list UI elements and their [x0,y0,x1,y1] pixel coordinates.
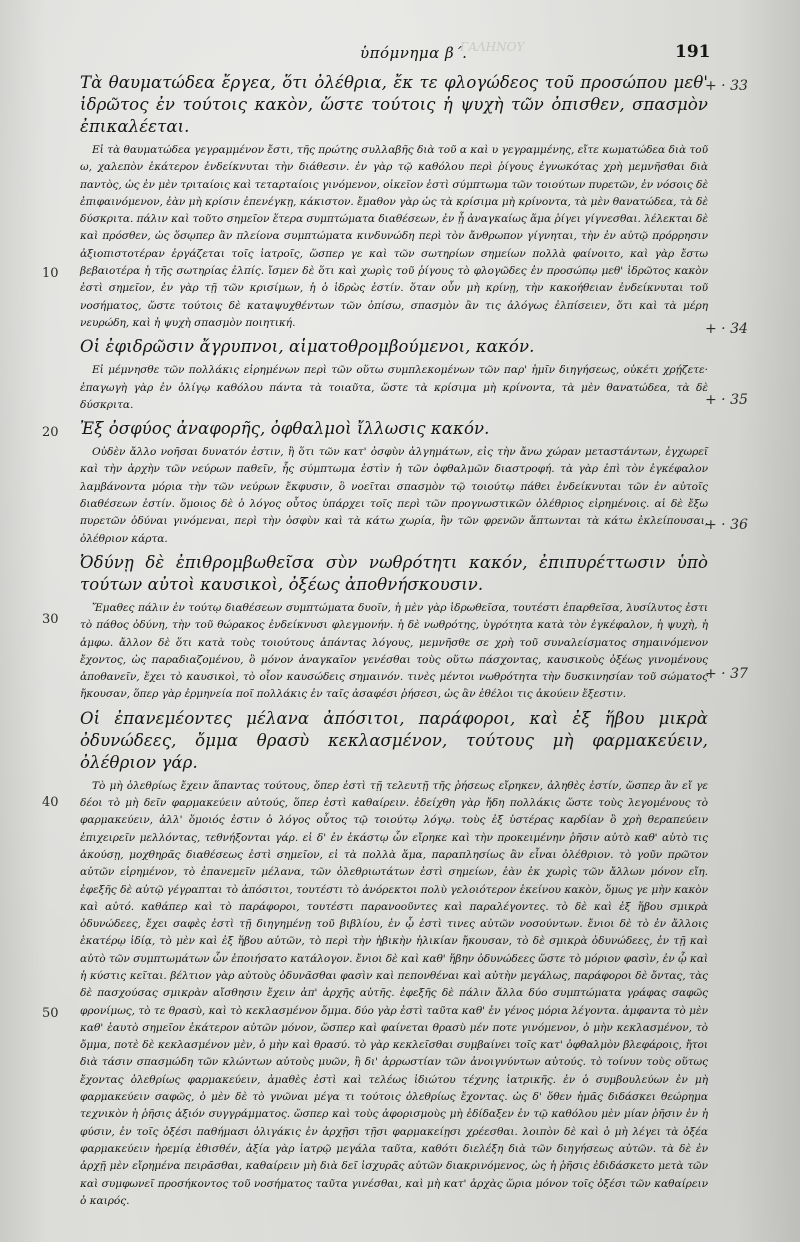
commentary-text: Ἔμαθες πάλιν ἐν τούτῳ διαθέσεων συμπτώματα δυοῖν, ἡ μὲν γὰρ ἱδρωθεῖσα, τουτέστι ἐπαρθεῖσα, λυσίλυτος ἐστι τὸ πάθος ὀδύνη, τὴν τοῦ θώρακος ἐνδείκνυσι φλεγμονήν. ἡ δὲ νωθρότης, ὑγρότητα κατὰ τὸν ἐγκέφαλον, ἡ ψυχὴ, ἡ ἀμφω. ἄλλον δὲ ὅτι κατὰ τοὺς τοιούτους ἀπάντας λόγους, μεμνῆσθε σε χρὴ τοῦ συναλείσματος σημαινόμενον ἔχοντος, ὡς παραδιαζομένου, ὃ μόνον ἀναγκαῖον γενέσθαι τοὺς οὕτω πάσχοντας, καυσικοὺς ὀξέως γινομένους ἀποθανεῖν, ἔχει τὸ καυσικοὶ, τὸ οἷον καυσώδεις σημαινόν. τινὲς μέντοι νωθρότητα τὴν δυσκινησίαν τοῦ σώματος ἤκουσαν, ὅπερ γὰρ ἐρμηνεία ποῖ πολλάκις ἐν ταῖς ἀσαφέσι ῥήσεσι, ὡς ἂν ἐθέλοι τις ἀκούειν ἔξεστιν. [80,601,708,701]
line-number-20: 20 [42,425,59,440]
lemma-text: Τὰ θαυματώδεα ἔργεα, ὅτι ὀλέθρια, ἔκ τε φλογώδεος τοῦ προσώπου μεθ' ἱδρῶτος ἐν τούτοις κακὸν, ὥστε τούτοις ἡ ψυχὴ τῶν ὀπισθεν, σπασμὸν ἐπικαλέεται. [80,73,708,136]
line-number-40: 40 [42,795,59,810]
section-36 [80,552,708,704]
lemma-text: Οἱ ἐφιδρῶσιν ἄγρυπνοι, αἱματοθρομβούμενοι, κακόν. [80,337,535,357]
line-number-30: 30 [42,612,59,627]
section-37 [80,708,708,1210]
section-35 [80,418,708,548]
lemma-text: Οἱ ἐπανεμέοντες μέλανα ἀπόσιτοι, παράφοροι, καὶ ἐξ ἥβου μικρὰ ὀδυνώδεες, ὄμμα θρασὺ κεκλασμένον, τούτους μὴ φαρμακεύειν, ὀλέθριον γάρ. [80,708,708,772]
margin-note-35: + · 35 [705,392,748,408]
commentary-text: Τὸ μὴ ὀλεθρίως ἔχειν ἅπαντας τούτους, ὅπερ ἐστὶ τῇ τελευτῇ τῆς ῥήσεως εἴρηκεν, ἀληθὲς ἐστίν, ὥσπερ ἂν εἴ γε δέοι τὸ μὴ δεῖν φαρμακεύειν αὐτούς, ὅπερ ἐστὶ καθαίρειν. ἐδείχθη γὰρ ἤδη πολλάκις ὥστε τοὺς λεγομένους τὸ φαρμακεύειν, ἀλλ' ὅμοιός ἐστιν ὁ λόγος οὗτος τῷ τοιούτῳ λόγῳ. τοὺς ἐξ ὑστέρας καρδίαν ὃ χρὴ θεραπεύειν ἐπιχειρεῖν μελλόντας, τεθνήξονται γάρ. εἰ δ' ἐν ἑκάστῳ ὧν εἴρηκε καὶ τὴν προκειμένην ῥῆσιν αὐτὸ καθ' αὑτὸ τις ἀκούσῃ, μοχθηρᾶς διαθέσεως ἐστὶ σημεῖον, εἰ τὰ πολλὰ ἅμα, παραπλησίως ἂν εἶναι ὀλέθριον. τὸ γοῦν πρῶτον αὐτῶν εἰρημένον, τὸ ἐπανεμεῖν μέλανα, τῶν ὀλεθριωτάτων ἐστὶ σημείων, ἐὰν ἐκ χωρὶς τῶν ἄλλων μόνον εἴη. ἐφεξῆς δὲ αὐτῷ γέγραπται τὸ ἀπόσιτοι, τουτέστι τὸ ἀνόρεκτοι πολὺ γελοιότερον ἐκείνου κακὸν, ὅμως γε μὴν κακὸν καὶ αὐτό. καθάπερ καὶ τὸ παράφοροι, τουτέστι παρανοοῦντες καὶ παραλέγοντες. τὸ δὲ καὶ ἐξ ἥβου σμικρὰ ὀδυνώδεες, ἔχει σαφὲς ἐστὶ τῇ διηγημένῃ τοῦ βιβλίου, ἐν ᾧ ἐστὶ τινες αὐτῶν νοσούντων. ἔνιοι δὲ τὸ ἐν ἄλλοις ἑκατέρῳ ἰδίᾳ, τὸ μὲν καὶ ἐξ ἥβου αὐτῶν, τὸ περὶ τὴν ἡβικὴν ἡλικίαν ἤκουσαν, τὸ δὲ σμικρὰ ὀδυνώδεες, ἐν τῇ καὶ αὐτὸ τῶν συμπτωμάτων ὧν ἐποιήσατο κατάλογον. ἔνιοι δὲ καὶ καθ' ἥβην ὀδυνώδεες ὥστε τὸ μόριον φασὶν, ἐν ᾧ καὶ ἡ κύστις κεῖται. βέλτιον γὰρ αὐτοὺς ὀδυνᾶσθαι φασὶν καὶ πεπονθέναι καὶ αὐτὴν μεγάλως, παράφοροι δὲ ὄντας, τὰς δὲ πασχούσας σμικρὰν αἴσθησιν ἔχειν ἀπ' ἀρχῆς αὐτῆς. ἐφεξῆς δὲ πάλιν ἄλλα δύο συμπτώματα γράφας σαφῶς φρονίμως, τὸ τε θρασὺ, καὶ τὸ κεκλασμένον ὄμμα. δύο γὰρ ἐστὶ ταῦτα καθ' ἑν γένος μόρια λέγοντα. ἀμφαντα τὸ μὲν καθ' ἑαυτὸ σημεῖον ἑκάτερον αὐτῶν μόνον, ὥσπερ καὶ φαίνεται θρασὺ μέν ποτε γινόμενον, ὁ μὴν κεκλασμένον, τὸ ὄμμα, ποτὲ δὲ κεκλασμένον μὲν, ὁ μὴν καὶ θρασύ. τὸ γὰρ κεκλεῖσθαι συμβαίνει τοῖς κατ' ὀφθαλμὸν βλεφάροις, ἤτοι διὰ τάσιν σπασμώδη τῶν κλώντων αὐτοὺς μυῶν, ἢ δι' ἀρρωστίαν τῶν ἀνοιγνύντων αὐτούς. τὸ τοίνυν τοὺς οὕτως ἔχοντας ὀλεθρίως φαρμακεύειν, ἁμαθὲς ἐστὶ καὶ τελέως ἰδιώτου τέχνης ἰατρικῆς. ἐν ὁ συμβουλεύων ἐν μὴ φαρμακεύειν σαφῶς, ὁ μὲν δὲ τὸ γνῶναι μέγα τι τούτοις ὀλεθρίως ἔχοντας. ὡς δ' ὅθεν ἡμᾶς διδάσκει θεώρημα τεχνικὸν ἡ ῥῆσις ἀξιόν συγγράμματος. ὥσπερ καὶ τοὺς ἀφορισμοὺς μὴ ἐδίδαξεν ἐν τῷ καθόλου μὲν μίαν ῥῆσιν ἐν ἡ φύσιν, ἐν τοῖς ὀξέσι παθήμασι ὀλιγάκις ἐν ἀρχῇσι τῇσι φαρμακείῃσι χρέεσθαι. λοιπὸν δὲ καὶ ὁ μὴ λέγει τὰ ὀξέα φαρμακεύειν ἠρεμίᾳ ἐθισθέν, ἀξία γὰρ ἰατρῷ μεγάλα ταῦτα, καθότι διελέξη διὰ τῶν διηγήσεως αὐτῶν. τὰ δὲ ἐν ἀρχῇ μὲν εἴρημένα πειρᾶσθαι, καθαίρειν μὴ διὰ δεῖ ἰσχυρᾶς αὐτῶν διακρινόμενος, ὡς ἡ ῥῆσις ἐδιδάσκετο μετὰ τῶν καὶ συμφωνεῖ προσήκοντος τοῦ νοσήματος ταῦτα γινέσθαι, καὶ μὴ κατ' ἀρχὰς ὥρια μόνον τοῖς ὀξέσι τῶν καθαίρειν ὁ καιρός. [80,779,708,1207]
commentary-text: Εἰ μέμνησθε τῶν πολλάκις εἰρημένων περὶ τῶν οὕτω συμπλεκομένων τῶν παρ' ἡμῖν διηγήσεως, οὐκέτι χρῄζετε· ἐπαγωγὴ γὰρ ἐν ὀλίγῳ καθόλου πάντα τὰ τοιαῦτα, ὥστε τὰ κρίσιμα μὴ κρίνοντα, τὰ μὲν θανατώδεα, τὰ δὲ δύσκριτα. [80,364,708,411]
margin-note-37: + · 37 [705,666,748,682]
main-text-column [80,68,708,1214]
margin-note-33: + · 33 [705,78,748,94]
margin-note-36: + · 36 [705,517,748,533]
line-number-10: 10 [42,266,59,281]
commentary-text: Οὐδὲν ἄλλο νοῆσαι δυνατόν ἐστιν, ἢ ὅτι τῶν κατ' ὀσφὺν ἀλγημάτων, εἰς τὴν ἄνω χώραν μεταστάντων, ἐγχωρεῖ καὶ τὴν ἀρχὴν τῶν νεύρων παθεῖν, ἧς σύμπτωμα ἐστὶν ἡ τῶν ὀφθαλμῶν διαστροφή. τὰ γὰρ ἐπὶ τὸν ἐγκέφαλον λαμβάνοντα μόρια τὴν τῶν νεύρων ἔκφυσιν, ὃ νοεῖται σπασμὸν τῷ τοιούτῳ πάθει ἐνδείκνυται τῶν ἐν αὐτοῖς διαθέσεων ἐστίν. ὅμοιος δὲ ὁ λόγος οὗτος ὑπάρχει τοῖς περὶ τῶν προγνωστικῶν ὀλέθριος εἰρημένοις. αἱ δὲ ἔξω πυρετῶν ὀδύναι γινόμεναι, περὶ τὴν ὀσφὺν καὶ τὰ κάτω χωρία, ἢν τῶν φρενῶν ἅπτωνται τὰ κάτω ἐκλείπουσαι, ὀλέθριον κάρτα. [80,446,708,545]
bleed-through-glyph: ΓΑΛΗΝΟΥ [460,40,525,54]
line-number-50: 50 [42,1006,59,1021]
folio-number: 191 [675,42,711,62]
margin-note-34: + · 34 [705,321,748,337]
lemma-text: Ὀδύνῃ δὲ ἐπιθρομβωθεῖσα σὺν νωθρότητι κακόν, ἐπιπυρέττωσιν ὑπὸ τούτων αὐτοὶ καυσικοὶ, ὀξέως ἀποθνήσκουσιν. [80,552,708,594]
lemma-text: Ἐξ ὀσφύος ἀναφορῆς, ὀφθαλμοὶ ἴλλωσις κακόν. [80,419,490,439]
page-header [0,44,800,68]
running-head: ὑπόμνημα β΄. [360,44,468,62]
section-33 [80,72,708,332]
section-34 [80,336,708,414]
commentary-text: Εἰ τὰ θαυματώδεα γεγραμμένον ἔστι, τῆς πρώτης συλλαβῆς διὰ τοῦ α καὶ υ γεγραμμένης, εἴτε κωματώδεα διὰ τοῦ ω, χαλεπὸν ἑκάτερον ἐνδείκνυται τὴν διάθεσιν. ἐν γὰρ τῷ καθόλου περὶ ῥίγους ἐγνωκότας χρὴ μεμνῆσθαι διὰ παντὸς, ὡς ἐν μὲν τριταίοις καὶ τεταρταίοις γινόμενον, οἰκεῖον ἐστὶ σύμπτωμα τῶν τοιούτων πυρετῶν, ἐν νόσοις δὲ ἐπιφαινόμενον, ἐὰν μὴ κρίσιν ἐπενέγκῃ, κάκιστον. ἔμαθον γὰρ ὡς τὰ κρίσιμα μὴ κρίνοντα, τὰ μὲν θανατώδεα, τὰ δὲ δύσκριτα. πάλιν καὶ τοῦτο σημεῖον ἕτερα συμπτώματα διαθέσεων, ἐν ᾗ ἀναγκαίως ἅμα ῥίγει γίγνεσθαι. λέλεκται δὲ καὶ πρόσθεν, ὡς ὅσῳπερ ἂν πλείονα συμπτώματα κινδυνώδη περὶ τὸν ἄνθρωπον γίγνηται, τὴν ἐν αὐτῷ πρόρρησιν ἀξιοπιστοτέραν ἐργάζεται τοῖς ἰατροῖς, ὥσπερ γε καὶ τῶν σωτηρίων σημείων πολλὰ φαίνοιτο, καὶ γὰρ ἔστω βεβαιοτέρα ἡ τῆς σωτηρίας ἐλπίς. ἴσμεν δὲ ὅτι καὶ χωρὶς τοῦ ῥίγους τὸ φλογῶδες ἐν προσώπῳ μεθ' ἱδρῶτος κακὸν ἐστὶ σημεῖον, ἐν γὰρ τῇ τῶν κρισίμων, ἡ ὁ ἱδρὼς ἐστίν. ὅταν οὖν μὴ κρίνῃ, τὴν κακοήθειαν ἐνδείκνυται τοῦ νοσήματος, ὥστε τούτοις δὲ καταψυχθέντων τῶν ὀπίσω, σπασμὸν ἂν τις ἀλόγως ἐλπίσειεν, ὅτι καὶ τὰ μέρη νευρώδη, καὶ ἡ ψυχὴ σπασμὸν ποιητική. [80,144,708,329]
